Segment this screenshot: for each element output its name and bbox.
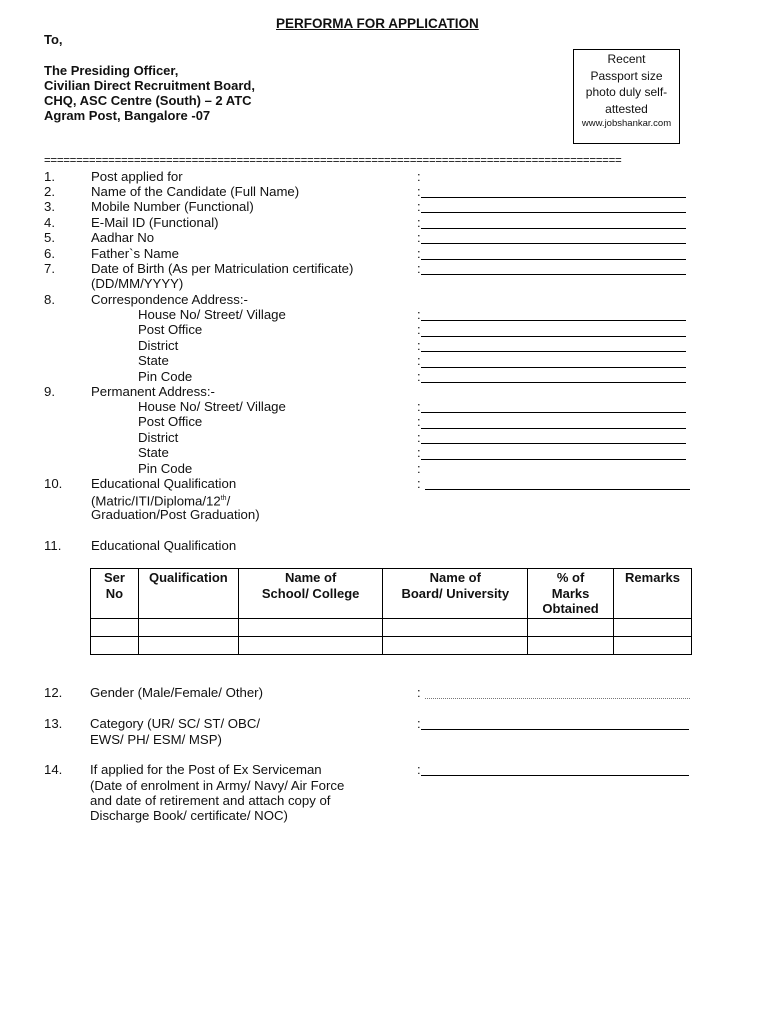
perm-district-field[interactable] — [421, 443, 686, 444]
to-label: To, — [44, 32, 63, 47]
corr-house-field[interactable] — [421, 320, 686, 321]
photo-box-line: Recent — [607, 52, 646, 66]
page-title: PERFORMA FOR APPLICATION — [276, 16, 479, 31]
ex-serviceman-note-1: (Date of enrolment in Army/ Navy/ Air Force — [90, 778, 345, 793]
ex-serviceman-note-3: Discharge Book/ certificate/ NOC) — [90, 808, 288, 823]
dob-field[interactable] — [421, 274, 686, 275]
father-name-label: Father`s Name — [91, 246, 179, 261]
address-line-2: Civilian Direct Recruitment Board, — [44, 78, 255, 93]
father-name-field[interactable] — [421, 259, 686, 260]
col-remarks — [614, 569, 692, 619]
ex-serviceman-note-2: and date of retirement and attach copy of — [90, 793, 331, 808]
col-header-text: School/ College — [261, 585, 360, 601]
colon: : — [417, 445, 421, 460]
col-marks — [528, 569, 614, 619]
item-number: 1. — [44, 169, 55, 184]
item-number: 8. — [44, 292, 55, 307]
colon: : — [417, 338, 421, 353]
corr-state-label: State — [138, 353, 169, 368]
colon: : — [417, 230, 421, 245]
table-cell[interactable] — [238, 618, 383, 636]
col-board — [383, 569, 528, 619]
aadhar-field[interactable] — [421, 243, 686, 244]
item-number: 9. — [44, 384, 55, 399]
aadhar-label: Aadhar No — [91, 230, 155, 245]
edu-options-text: (Matric/ITI/Diploma/12 — [91, 493, 221, 509]
item-number: 3. — [44, 199, 55, 214]
table-cell[interactable] — [238, 636, 383, 654]
colon: : — [417, 685, 421, 700]
edu-qualification-label: Educational Qualification — [91, 476, 237, 491]
photo-box-line: attested — [605, 101, 648, 116]
photo-box-line: photo duly self- — [585, 85, 668, 99]
perm-post-office-field[interactable] — [421, 428, 686, 429]
table-cell[interactable] — [614, 636, 692, 654]
corr-pin-field[interactable] — [421, 382, 686, 383]
address-line-3: CHQ, ASC Centre (South) – 2 ATC — [44, 93, 252, 108]
edu-qualification-options-2: Graduation/Post Graduation) — [91, 507, 260, 522]
perm-state-label: State — [138, 445, 169, 460]
separator: ========================================================================================== — [44, 155, 622, 167]
col-header-text: Remarks — [625, 570, 680, 585]
col-header-text: Board/ University — [401, 585, 510, 601]
dob-label: Date of Birth (As per Matriculation certificate) — [91, 261, 354, 276]
col-header-text: Name of — [429, 570, 481, 585]
colon: : — [417, 215, 421, 230]
permanent-address-label: Permanent Address:- — [91, 384, 215, 399]
colon: : — [417, 430, 421, 445]
table-cell[interactable] — [528, 618, 614, 636]
table-cell[interactable] — [138, 618, 238, 636]
email-field[interactable] — [421, 228, 686, 229]
item-number: 14. — [44, 762, 63, 777]
item-number: 6. — [44, 246, 55, 261]
col-header-text: Obtained — [542, 601, 599, 616]
item-number: 11. — [44, 538, 62, 553]
edu-options-text-end: / — [226, 493, 231, 509]
ex-serviceman-field[interactable] — [421, 775, 689, 776]
edu-options-sup: th — [220, 495, 227, 502]
item-number: 7. — [44, 261, 55, 276]
edu-qualification-options — [91, 491, 230, 508]
colon: : — [417, 307, 421, 322]
item-number: 10. — [44, 476, 63, 491]
item-number: 12. — [44, 685, 63, 700]
colon: : — [417, 246, 421, 261]
col-header-text: Qualification — [149, 570, 228, 585]
table-cell[interactable] — [91, 636, 139, 654]
gender-field[interactable] — [425, 698, 690, 699]
category-field[interactable] — [421, 729, 689, 730]
col-header-text: No — [105, 585, 124, 601]
email-label: E-Mail ID (Functional) — [91, 215, 219, 230]
item-number: 13. — [44, 716, 63, 731]
colon: : — [417, 476, 421, 491]
mobile-number-label: Mobile Number (Functional) — [91, 199, 254, 214]
education-table — [90, 568, 692, 655]
gender-label: Gender (Male/Female/ Other) — [90, 685, 263, 700]
table-cell[interactable] — [614, 618, 692, 636]
corr-state-field[interactable] — [421, 367, 686, 368]
colon: : — [417, 353, 421, 368]
colon: : — [417, 461, 421, 476]
corr-pin-label: Pin Code — [138, 369, 193, 384]
table-cell[interactable] — [528, 636, 614, 654]
category-options: EWS/ PH/ ESM/ MSP) — [90, 732, 222, 747]
perm-pin-label: Pin Code — [138, 461, 193, 476]
photo-box-line: Passport size — [590, 68, 663, 83]
perm-district-label: District — [138, 430, 179, 445]
colon: : — [417, 199, 421, 214]
corr-house-label: House No/ Street/ Village — [138, 307, 286, 322]
candidate-name-field[interactable] — [421, 197, 686, 198]
item-number: 4. — [44, 215, 55, 230]
dob-format-label: (DD/MM/YYYY) — [91, 276, 184, 291]
corr-district-label: District — [138, 338, 179, 353]
table-cell[interactable] — [383, 636, 528, 654]
col-header-text: Ser — [103, 570, 125, 585]
perm-post-office-label: Post Office — [138, 414, 203, 429]
col-qualification — [138, 569, 238, 619]
colon: : — [417, 322, 421, 337]
colon: : — [417, 399, 421, 414]
corr-district-field[interactable] — [421, 351, 686, 352]
edu-table-label: Educational Qualification — [91, 538, 237, 553]
item-number: 5. — [44, 230, 55, 245]
ex-serviceman-label: If applied for the Post of Ex Serviceman — [90, 762, 322, 777]
website-watermark: www.jobshankar.com — [581, 118, 672, 129]
address-line-4: Agram Post, Bangalore -07 — [44, 108, 211, 123]
correspondence-address-label: Correspondence Address:- — [91, 292, 248, 307]
col-header-text: Name of — [284, 570, 337, 585]
mobile-number-field[interactable] — [421, 212, 686, 213]
perm-house-label: House No/ Street/ Village — [138, 399, 286, 414]
colon: : — [417, 184, 421, 199]
photo-box — [573, 49, 680, 144]
candidate-name-label: Name of the Candidate (Full Name) — [91, 184, 300, 199]
colon: : — [417, 762, 421, 777]
col-school — [238, 569, 383, 619]
col-header-text: Marks — [551, 585, 590, 601]
edu-qualification-field[interactable] — [425, 489, 690, 490]
table-cell[interactable] — [91, 618, 139, 636]
address-line-1: The Presiding Officer, — [44, 63, 179, 78]
table-row — [91, 636, 692, 654]
colon: : — [417, 414, 421, 429]
corr-post-office-label: Post Office — [138, 322, 203, 337]
table-cell[interactable] — [383, 618, 528, 636]
post-applied-label: Post applied for — [91, 169, 183, 184]
colon: : — [417, 169, 421, 184]
corr-post-office-field[interactable] — [421, 336, 686, 337]
table-cell[interactable] — [138, 636, 238, 654]
col-header-text: % of — [556, 570, 585, 585]
table-row — [91, 618, 692, 636]
colon: : — [417, 261, 421, 276]
col-ser-no — [91, 569, 139, 619]
colon: : — [417, 369, 421, 384]
category-label: Category (UR/ SC/ ST/ OBC/ — [90, 716, 261, 731]
item-number: 2. — [44, 184, 55, 199]
perm-state-field[interactable] — [421, 459, 686, 460]
colon: : — [417, 716, 421, 731]
perm-house-field[interactable] — [421, 412, 686, 413]
